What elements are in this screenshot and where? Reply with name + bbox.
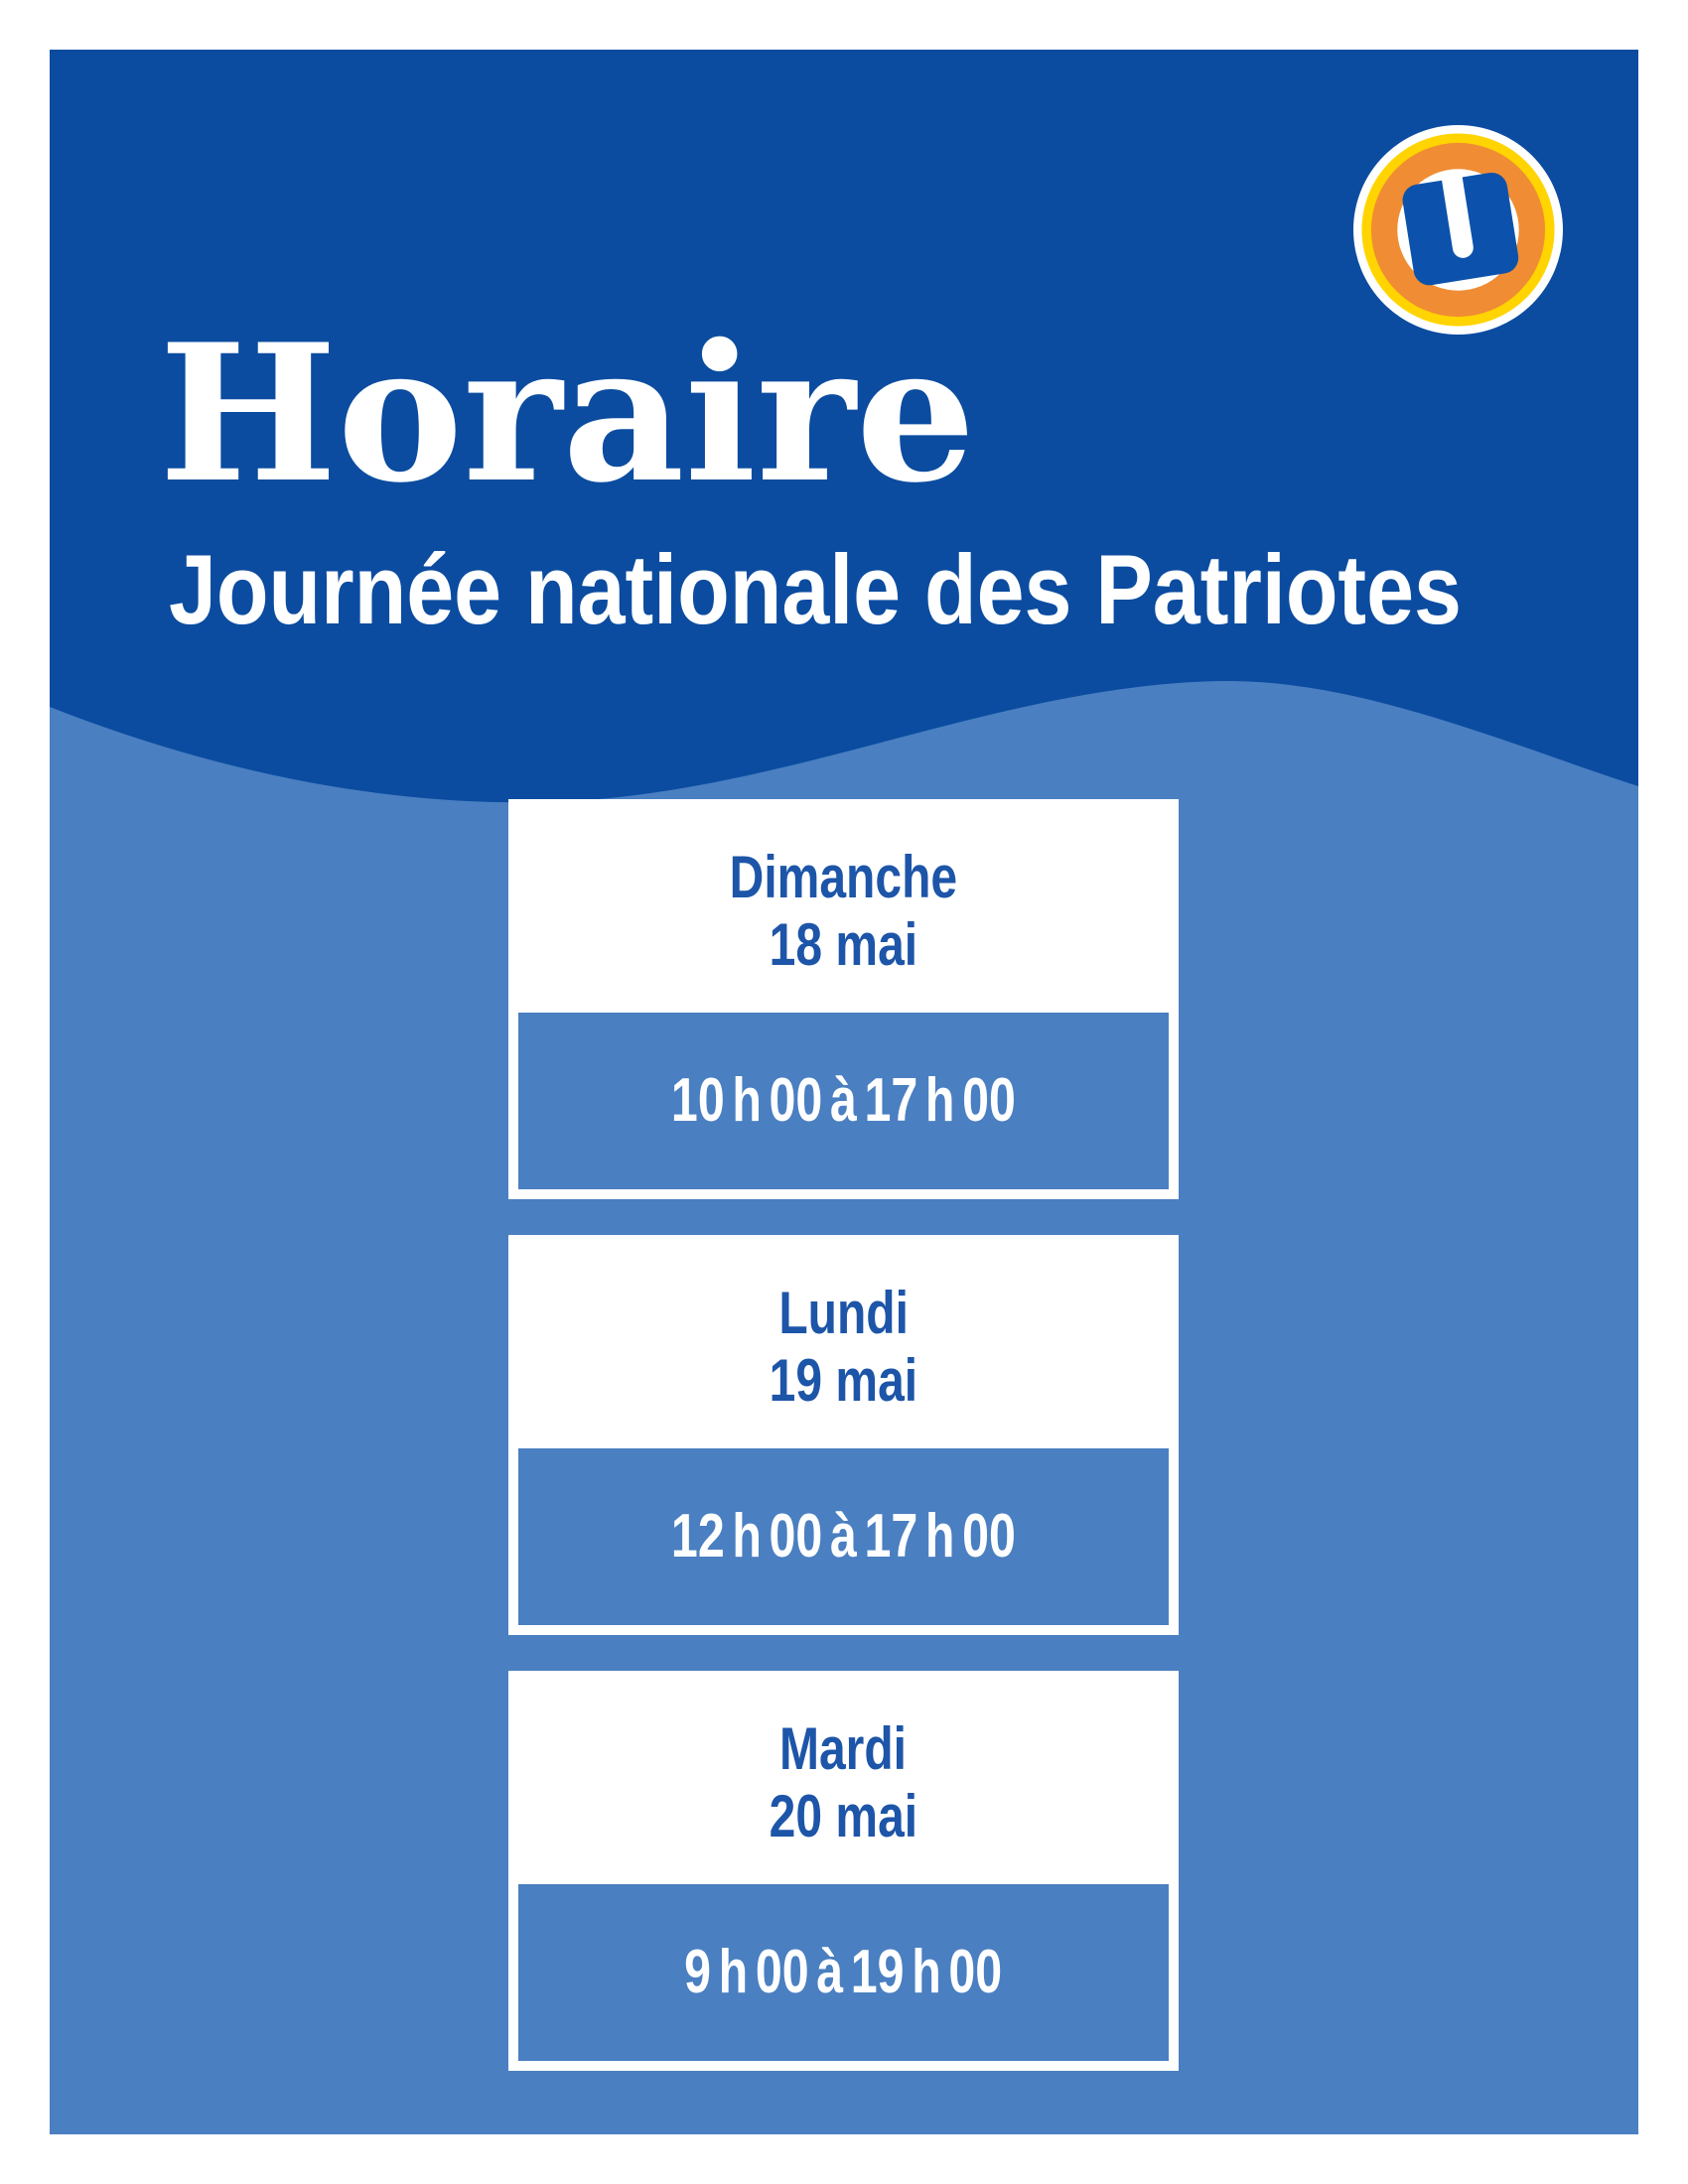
- day-label: Lundi: [778, 1279, 909, 1346]
- schedule-card-lundi: [508, 1235, 1179, 1635]
- hours-label: 10 h 00 à 17 h 00: [671, 1066, 1016, 1135]
- page-subtitle: Journée nationale des Patriotes: [169, 534, 1462, 644]
- schedule-card-mardi: [508, 1671, 1179, 2071]
- hours-label: 9 h 00 à 19 h 00: [684, 1938, 1003, 2006]
- date-label: 18 mai: [769, 910, 918, 978]
- hours-section: [518, 1013, 1169, 1189]
- day-label: Mardi: [779, 1714, 908, 1782]
- date-label: 20 mai: [769, 1782, 918, 1849]
- brand-logo: [1353, 125, 1563, 335]
- hours-section: [518, 1884, 1169, 2061]
- day-section: [518, 1245, 1169, 1448]
- page-title: Horaire: [159, 303, 976, 524]
- day-section: [518, 809, 1169, 1013]
- day-section: [518, 1681, 1169, 1884]
- hours-section: [518, 1448, 1169, 1625]
- day-label: Dimanche: [729, 843, 958, 910]
- poster-background: [50, 50, 1638, 2134]
- u-logo-icon: [1353, 125, 1563, 335]
- date-label: 19 mai: [769, 1346, 918, 1414]
- schedule-card-dimanche: [508, 799, 1179, 1199]
- hours-label: 12 h 00 à 17 h 00: [671, 1502, 1016, 1570]
